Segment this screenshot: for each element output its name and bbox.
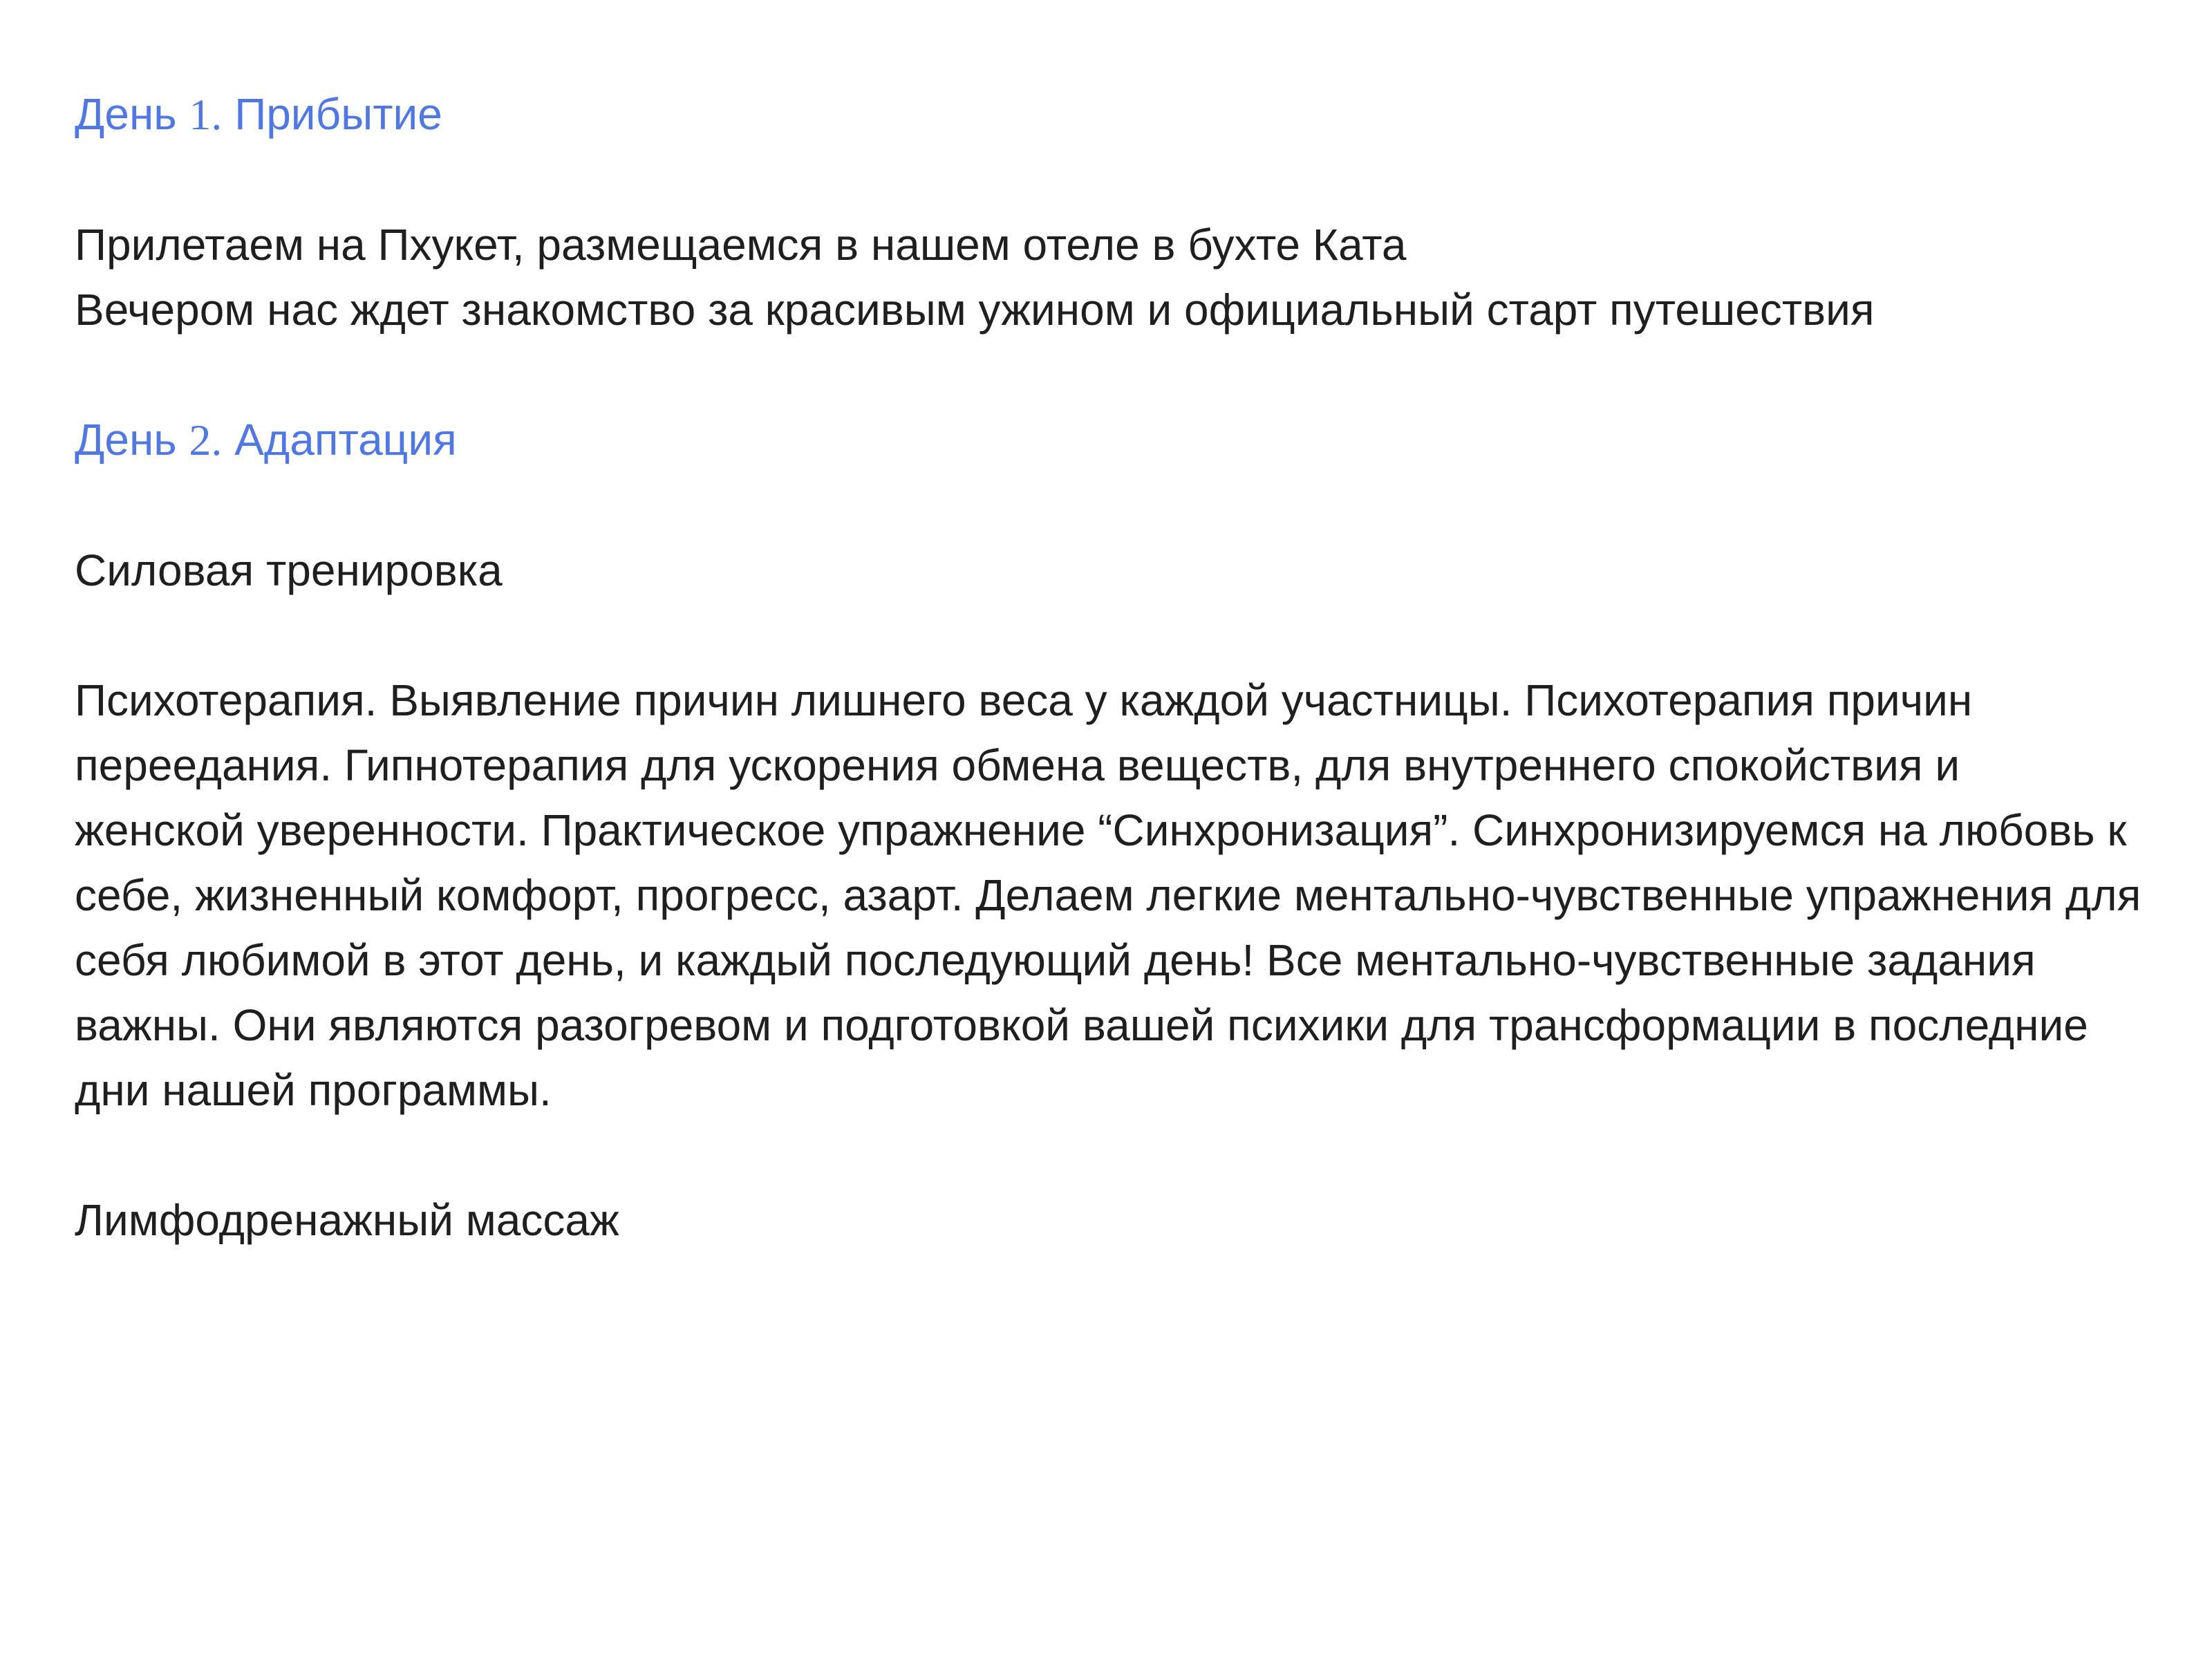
program-document: [75, 82, 2141, 1253]
spacer: [75, 473, 2141, 538]
day-number: 2.: [189, 415, 223, 465]
day-2-item-psychotherapy: Психотерапия. Выявление причин лишнего веса у каждой участницы. Психотерапия причин переедания. Гипнотерапия для ускорения обмена веществ, для внутреннего спокойствия и женской уверенности. Практическое упражнение “Синхронизация”. Синхронизируемся на любовь к себе, жизненный комфорт, прогресс, азарт. Делаем легкие ментально-чувственные упражнения для себя любимой в этот день, и каждый последующий день! Все ментально-чувственные задания важны. Они являются разогревом и подготовкой вашей психики для трансформации в последние дни нашей программы.: [75, 675, 2141, 1115]
day-1-line-dinner: Вечером нас ждет знакомство за красивым ужином и официальный старт путешествия: [75, 285, 1875, 335]
spacer: [75, 342, 2141, 407]
spacer: [75, 1123, 2141, 1188]
spacer: [75, 147, 2141, 212]
day-2-item-massage: Лимфодренажный массаж: [75, 1195, 619, 1245]
spacer: [75, 603, 2141, 668]
day-number: 1.: [189, 90, 223, 139]
day-2-heading: День 2. Адаптация: [75, 415, 457, 465]
day-2-item-training: Силовая тренировка: [75, 545, 503, 595]
day-1-heading: День 1. Прибытие: [75, 89, 442, 139]
day-1-line-arrival: Прилетаем на Пхукет, размещаемся в нашем отеле в бухте Ката: [75, 220, 1407, 270]
